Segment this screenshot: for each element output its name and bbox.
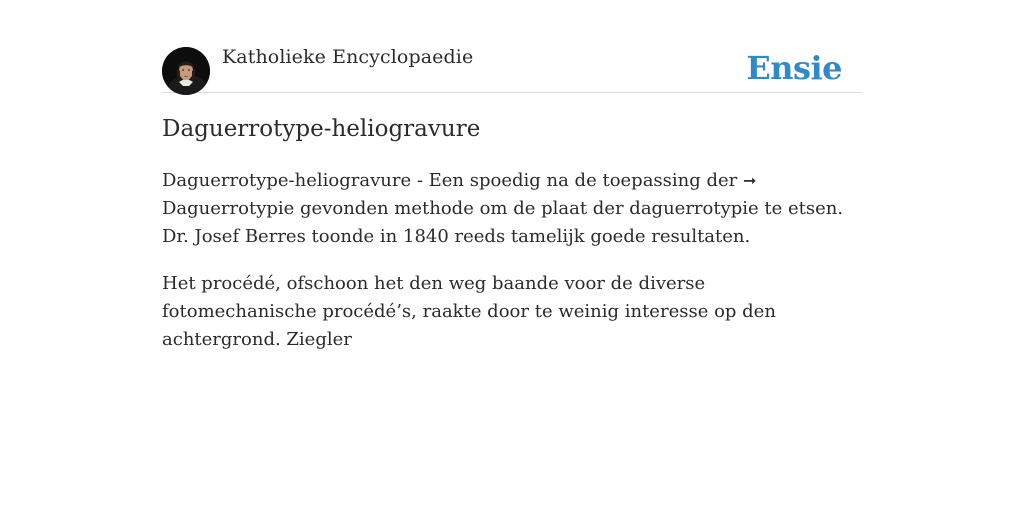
arrow-icon: ➞: [743, 171, 757, 190]
paragraph-2: Het procédé, ofschoon het den weg baande voor de diverse fotomechanische procédé’s, raakte door te weinig interesse op den achtergrond. Ziegler: [162, 273, 776, 350]
portrait-icon: [162, 47, 210, 95]
source-name[interactable]: Katholieke Encyclopaedie: [222, 46, 474, 68]
page-container: [162, 0, 862, 350]
paragraph-1: [162, 167, 862, 251]
article-body: [162, 167, 862, 373]
brand-logo[interactable]: Ensie: [746, 49, 842, 87]
avatar[interactable]: [162, 47, 210, 95]
paragraph-1-rest: gevonden methode om de plaat der daguerrotypie te etsen. Dr. Josef Berres toonde in 1840 reeds tamelijk goede resultaten.: [162, 198, 844, 247]
daguerrotypie-link[interactable]: Daguerrotypie: [162, 198, 295, 219]
paragraph-1-intro: Daguerrotype-heliogravure - Een spoedig na de toepassing der: [162, 170, 744, 191]
page-title: Daguerrotype-heliogravure: [162, 116, 481, 142]
header: [162, 0, 862, 93]
